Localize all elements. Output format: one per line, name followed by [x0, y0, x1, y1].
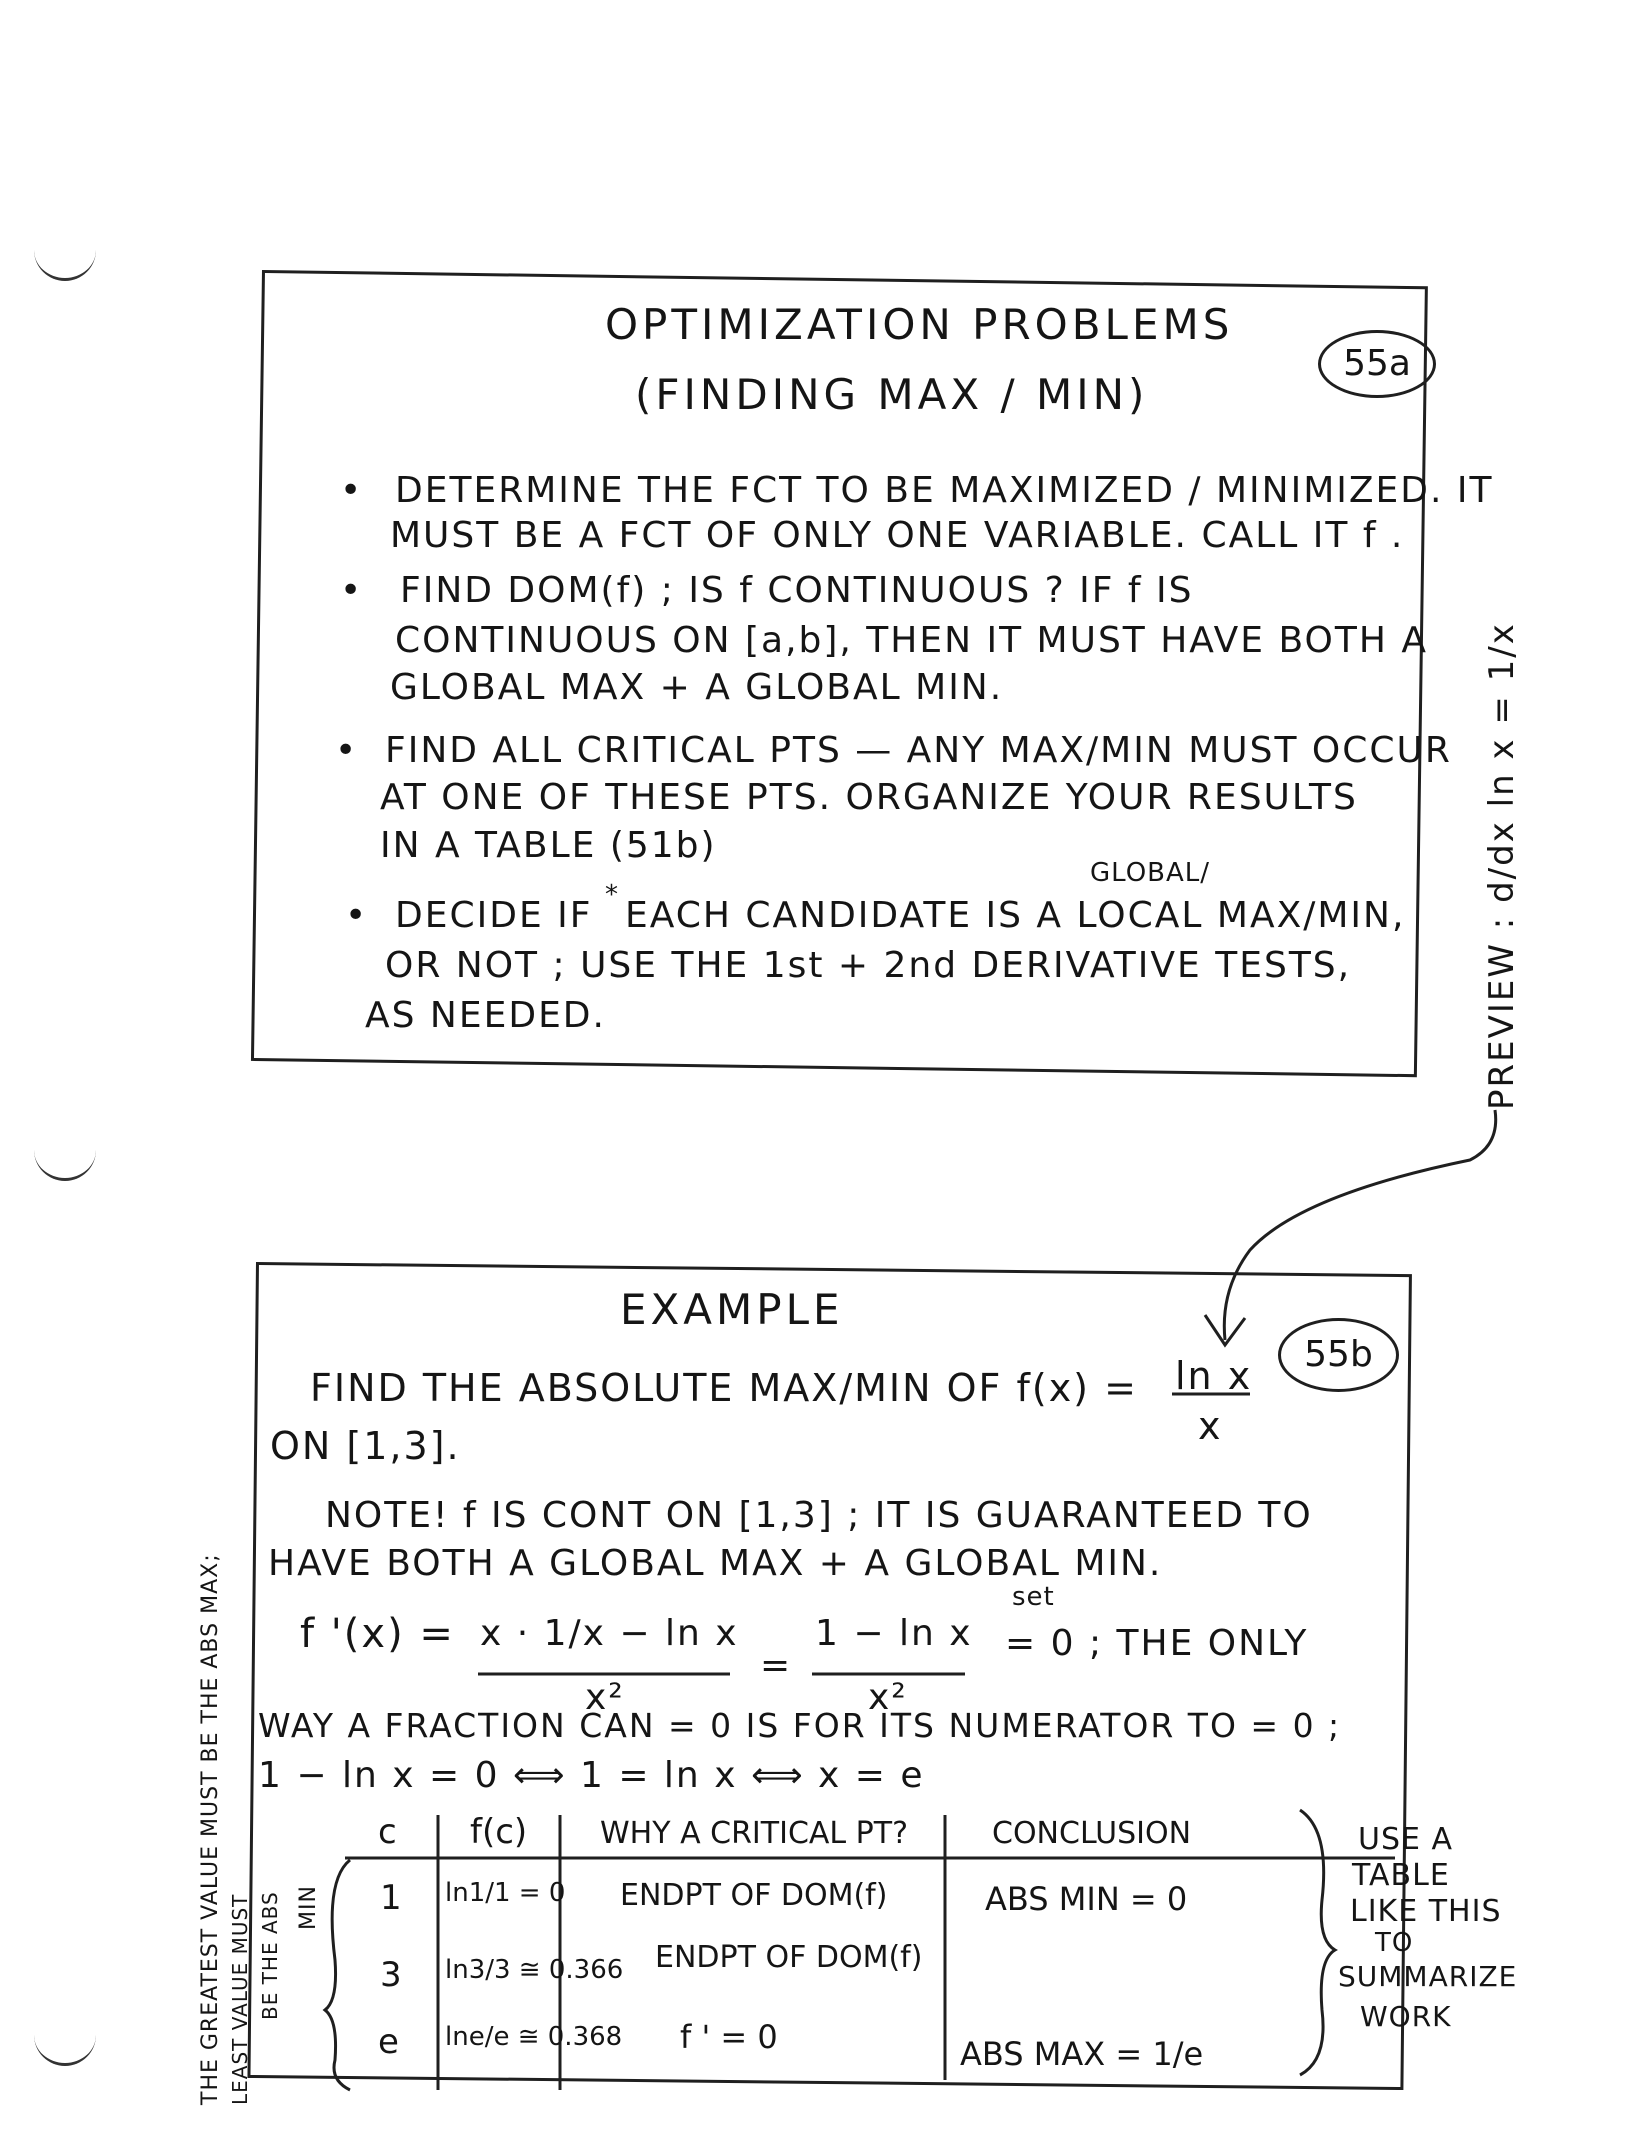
side-note-line: TO	[1375, 1928, 1414, 1958]
bullet-4-star: *	[605, 880, 619, 910]
table-row-why: f ' = 0	[680, 2018, 778, 2056]
way-line: WAY A FRACTION CAN = 0 IS FOR ITS NUMERATOR TO = 0 ;	[258, 1706, 1342, 1745]
bullet-4-prefix: DECIDE IF	[395, 895, 593, 936]
solve-line: 1 − ln x = 0 ⟺ 1 = ln x ⟺ x = e	[258, 1755, 925, 1796]
bullet-3-line2: AT ONE OF THESE PTS. ORGANIZE YOUR RESULTS	[380, 777, 1358, 818]
derivative-lhs: f '(x) =	[300, 1611, 455, 1657]
bullet-dot: •	[340, 470, 364, 511]
bullet-1-line2: MUST BE A FCT OF ONLY ONE VARIABLE. CALL IT f .	[390, 515, 1405, 556]
bullet-dot: •	[345, 895, 369, 936]
bullet-3-line1: FIND ALL CRITICAL PTS — ANY MAX/MIN MUST OCCUR	[385, 730, 1452, 771]
problem-line2: ON [1,3].	[270, 1424, 461, 1468]
margin-note-line4: MIN	[296, 1885, 321, 1930]
margin-note-line2: LEAST VALUE MUST	[228, 1893, 252, 2105]
bullet-4-line2: OR NOT ; USE THE 1st + 2nd DERIVATIVE TESTS,	[385, 945, 1352, 986]
table-row-fc: ln1/1 = 0	[445, 1878, 566, 1908]
table-row-fc: lne/e ≅ 0.368	[445, 2022, 623, 2052]
derivative-rhs: = 0 ; THE ONLY	[1005, 1623, 1309, 1664]
page-tag-55a: 55a	[1318, 330, 1436, 398]
preview-formula: d/dx ln x = 1/x	[1482, 622, 1522, 903]
global-insert: GLOBAL/	[1090, 858, 1211, 888]
bullet-3-line3: IN A TABLE (51b)	[380, 825, 717, 866]
table-row-c: 1	[380, 1878, 402, 1918]
margin-note-line1: THE GREATEST VALUE MUST BE THE ABS MAX;	[198, 1553, 223, 2105]
bullet-dot: •	[335, 730, 359, 771]
table-header-why: WHY A CRITICAL PT?	[600, 1816, 909, 1851]
section-a-title-line1: OPTIMIZATION PROBLEMS	[605, 300, 1234, 349]
table-row-conclusion: ABS MIN = 0	[985, 1880, 1188, 1918]
derivative-eq: =	[760, 1645, 793, 1686]
example-heading: EXAMPLE	[620, 1285, 844, 1334]
margin-note-line3: BE THE ABS	[258, 1891, 282, 2020]
preview-note	[1482, 622, 1522, 1110]
preview-label: PREVIEW :	[1482, 915, 1522, 1110]
binder-hole-middle	[34, 1150, 96, 1181]
side-note-line: SUMMARIZE	[1338, 1960, 1518, 1993]
side-note-line: TABLE	[1352, 1858, 1450, 1893]
side-note-line: WORK	[1360, 2000, 1452, 2033]
table-row-conclusion: ABS MAX = 1/e	[960, 2035, 1204, 2073]
set-label: set	[1012, 1582, 1055, 1612]
bullet-1-line1: DETERMINE THE FCT TO BE MAXIMIZED / MINIMIZED. IT	[395, 470, 1494, 511]
derivative-frac2-num: 1 − ln x	[815, 1613, 973, 1654]
problem-line1: FIND THE ABSOLUTE MAX/MIN OF f(x) =	[310, 1366, 1138, 1410]
bullet-4-line3: AS NEEDED.	[365, 995, 606, 1036]
derivative-frac1-num: x · 1/x − ln x	[480, 1613, 739, 1654]
side-note-line: LIKE THIS	[1350, 1894, 1502, 1929]
bullet-2-line2: CONTINUOUS ON [a,b], THEN IT MUST HAVE BOTH A	[395, 620, 1428, 661]
bullet-2-line1: FIND DOM(f) ; IS f CONTINUOUS ? IF f IS	[400, 570, 1194, 611]
bullet-4-suffix: EACH CANDIDATE IS A LOCAL MAX/MIN,	[625, 895, 1406, 936]
bullet-2-line3: GLOBAL MAX + A GLOBAL MIN.	[390, 667, 1004, 708]
binder-hole-top	[34, 250, 96, 281]
side-note-line: USE A	[1358, 1822, 1454, 1857]
page-tag-55b: 55b	[1278, 1318, 1399, 1392]
table-row-fc: ln3/3 ≅ 0.366	[445, 1955, 624, 1985]
table-row-c: e	[378, 2022, 399, 2062]
table-row-c: 3	[380, 1955, 402, 1995]
derivative-frac2-den: x²	[868, 1677, 908, 1718]
fx-numerator: ln x	[1175, 1354, 1253, 1398]
section-a-title-line2: (FINDING MAX / MIN)	[635, 370, 1149, 419]
table-row-why: ENDPT OF DOM(f)	[655, 1940, 923, 1975]
note-line2: HAVE BOTH A GLOBAL MAX + A GLOBAL MIN.	[268, 1543, 1163, 1584]
fx-denominator: x	[1198, 1404, 1223, 1448]
binder-hole-bottom	[34, 2035, 96, 2066]
table-header-conclusion: CONCLUSION	[992, 1816, 1192, 1851]
table-header-fc: f(c)	[470, 1812, 528, 1852]
table-header-c: c	[378, 1812, 397, 1852]
table-row-why: ENDPT OF DOM(f)	[620, 1878, 888, 1913]
bullet-dot: •	[340, 570, 364, 611]
note-line1: NOTE! f IS CONT ON [1,3] ; IT IS GUARANTEED TO	[325, 1495, 1313, 1536]
derivative-frac1-den: x²	[585, 1677, 625, 1718]
